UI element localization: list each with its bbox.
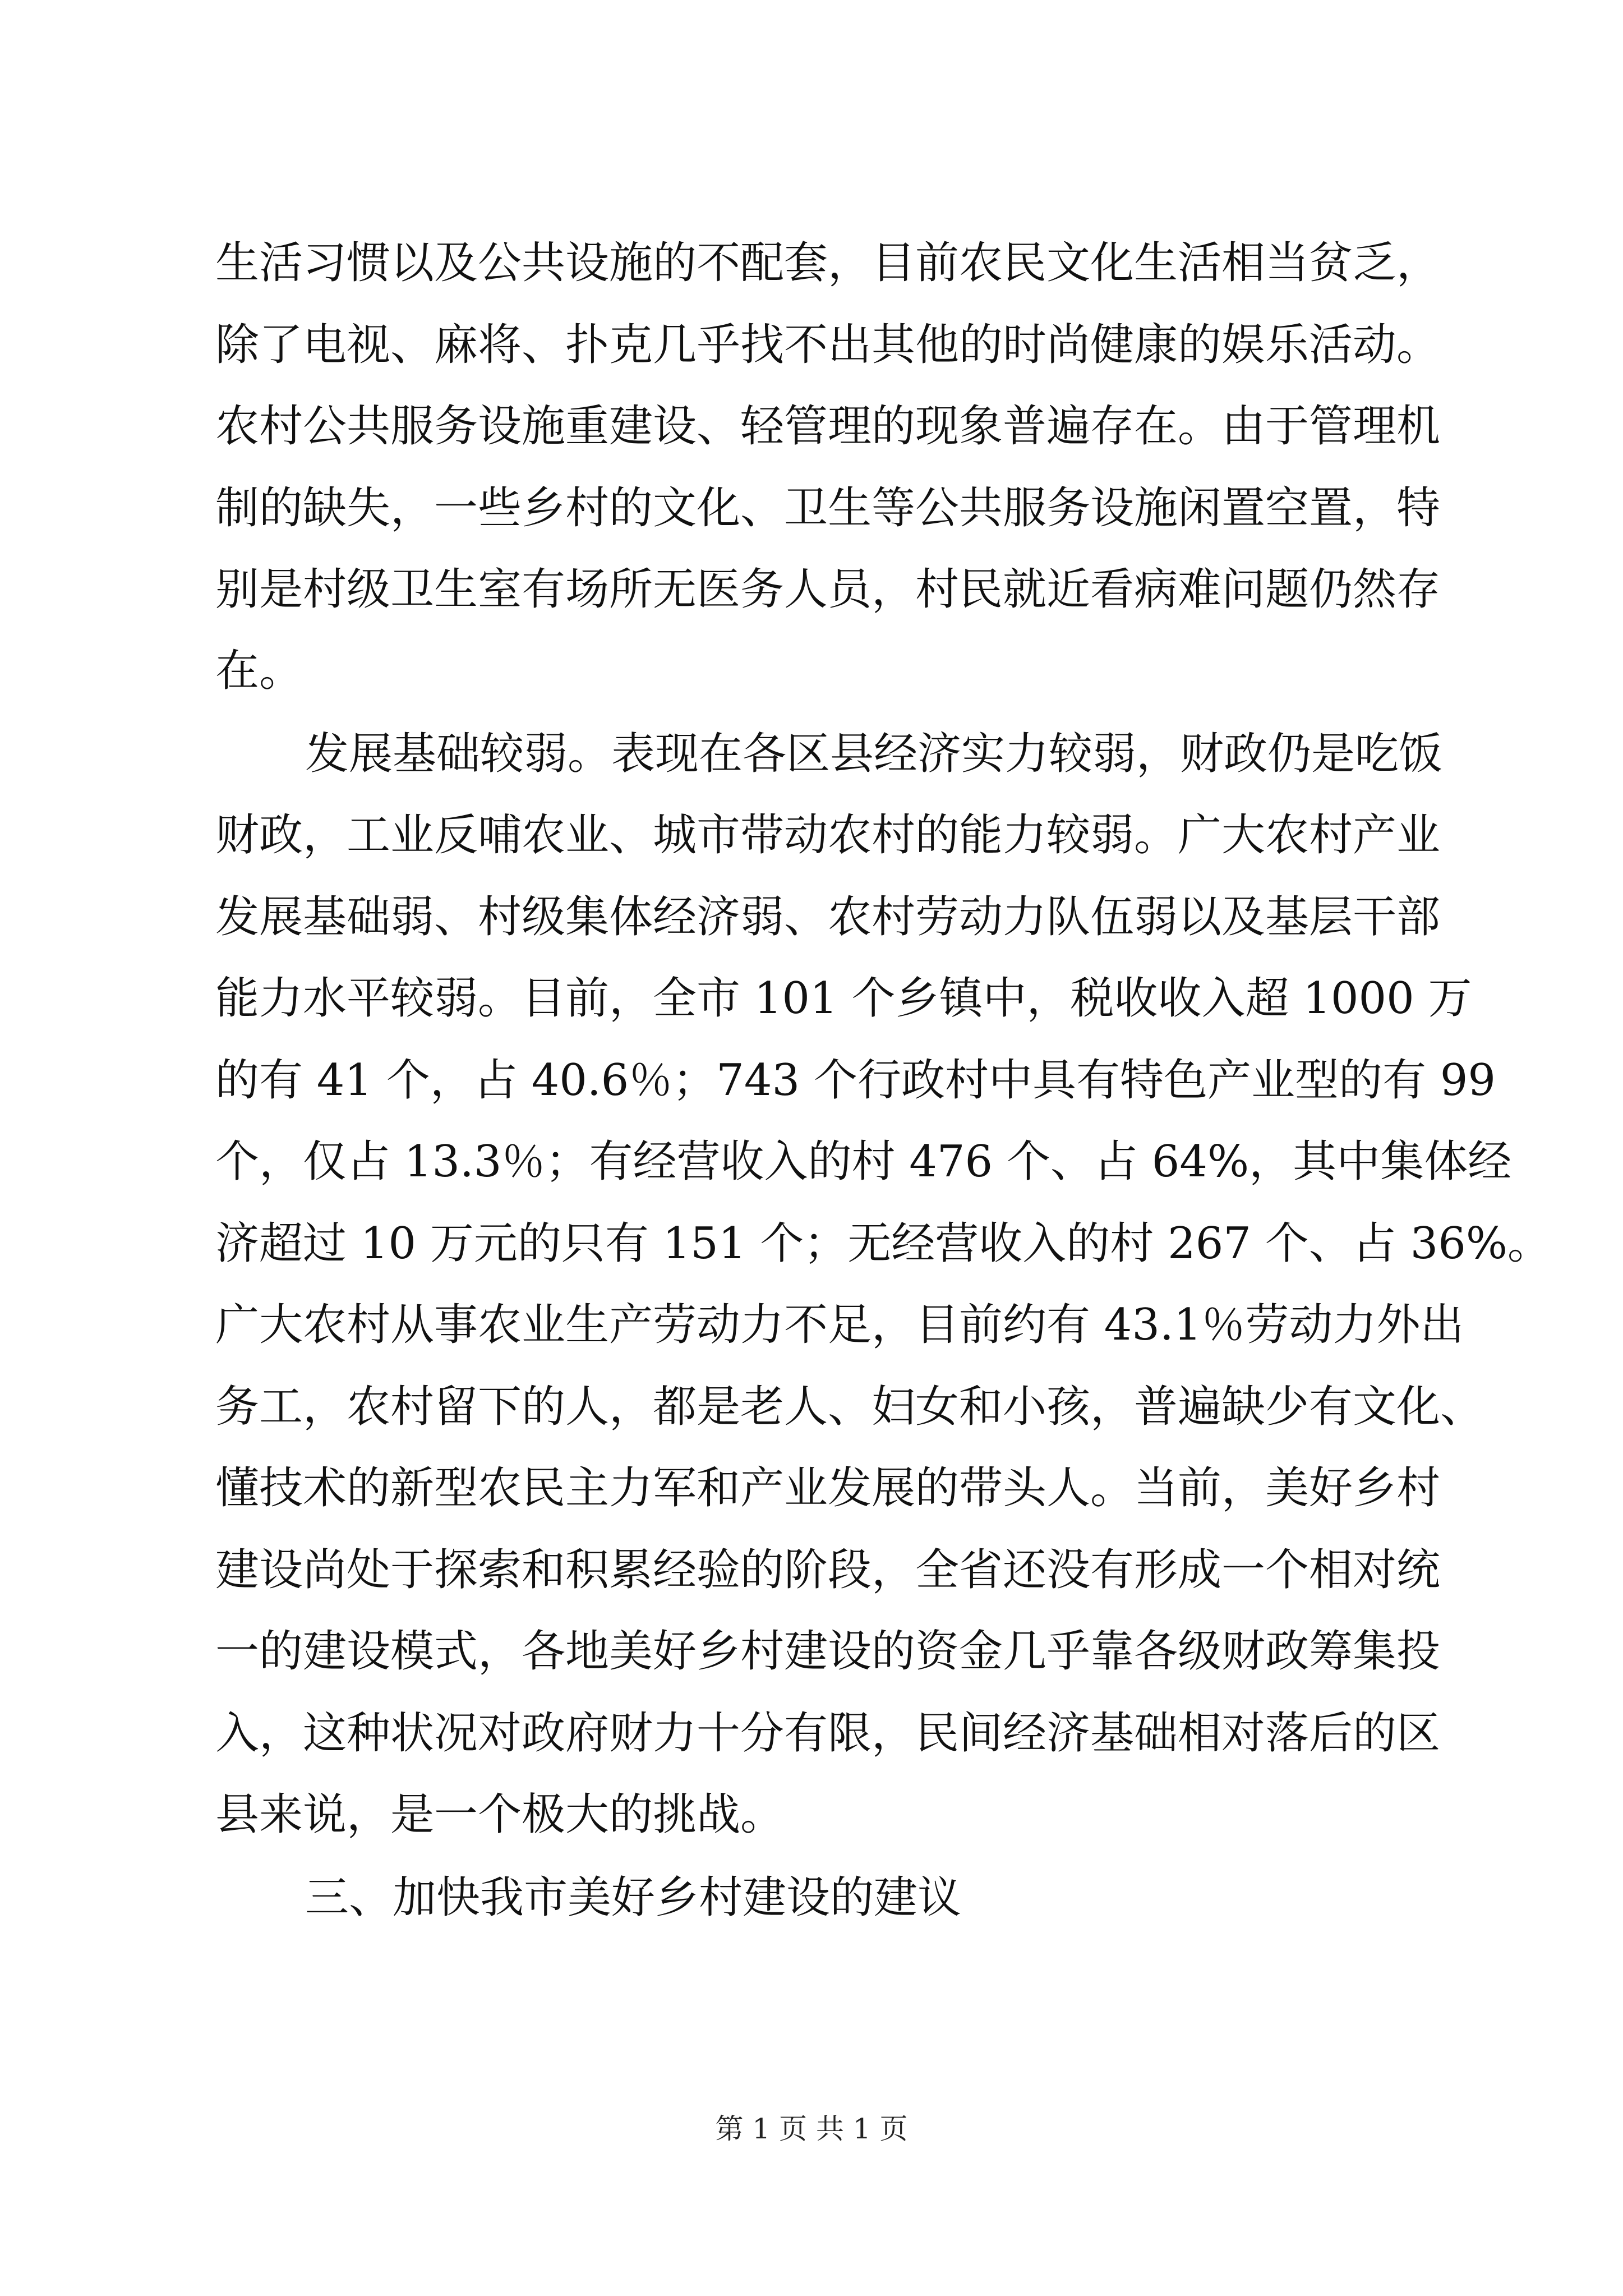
body-text-line: 发展基础弱、村级集体经济弱、农村劳动力队伍弱以及基层干部 <box>215 892 1441 942</box>
body-text-line: 的有 41 个，占 40.6％；743 个行政村中具有特色产业型的有 99 <box>215 1055 1496 1106</box>
body-text-line: 县来说，是一个极大的挑战。 <box>215 1789 785 1840</box>
body-text-line: 能力水平较弱。目前，全市 101 个乡镇中，税收收入超 1000 万 <box>215 973 1472 1024</box>
body-text-line: 济超过 10 万元的只有 151 个；无经营收入的村 267 个、占 36%。 <box>215 1218 1551 1269</box>
section-heading: 三、加快我市美好乡村建设的建议 <box>305 1872 962 1923</box>
body-text-line: 别是村级卫生室有场所无医务人员，村民就近看病难问题仍然存 <box>215 564 1441 615</box>
body-text-line: 一的建设模式，各地美好乡村建设的资金几乎靠各级财政筹集投 <box>215 1626 1441 1677</box>
body-text-line: 制的缺失，一些乡村的文化、卫生等公共服务设施闲置空置，特 <box>215 483 1441 533</box>
body-text-line: 建设尚处于探索和积累经验的阶段，全省还没有形成一个相对统 <box>215 1545 1441 1595</box>
body-text-line: 农村公共服务设施重建设、轻管理的现象普遍存在。由于管理机 <box>215 401 1441 452</box>
body-text-line: 务工，农村留下的人，都是老人、妇女和小孩，普遍缺少有文化、 <box>215 1382 1484 1432</box>
body-text-line: 财政，工业反哺农业、城市带动农村的能力较弱。广大农村产业 <box>215 810 1441 861</box>
body-text-line: 入，这种状况对政府财力十分有限，民间经济基础相对落后的区 <box>215 1708 1441 1759</box>
page-number-footer: 第 1 页 共 1 页 <box>715 2113 908 2145</box>
body-text-line: 除了电视、麻将、扑克几乎找不出其他的时尚健康的娱乐活动。 <box>215 320 1441 370</box>
paragraph-heading-line: 发展基础较弱。表现在各区县经济实力较弱，财政仍是吃饭 <box>305 729 1443 779</box>
body-text-line: 个，仅占 13.3％；有经营收入的村 476 个、占 64%，其中集体经 <box>215 1137 1512 1187</box>
body-text-line: 广大农村从事农业生产劳动力不足，目前约有 43.1％劳动力外出 <box>215 1300 1464 1350</box>
body-text-line: 懂技术的新型农民主力军和产业发展的带头人。当前，美好乡村 <box>215 1463 1441 1513</box>
body-text-line: 在。 <box>215 646 303 696</box>
body-text-line: 生活习惯以及公共设施的不配套，目前农民文化生活相当贫乏， <box>215 238 1441 288</box>
